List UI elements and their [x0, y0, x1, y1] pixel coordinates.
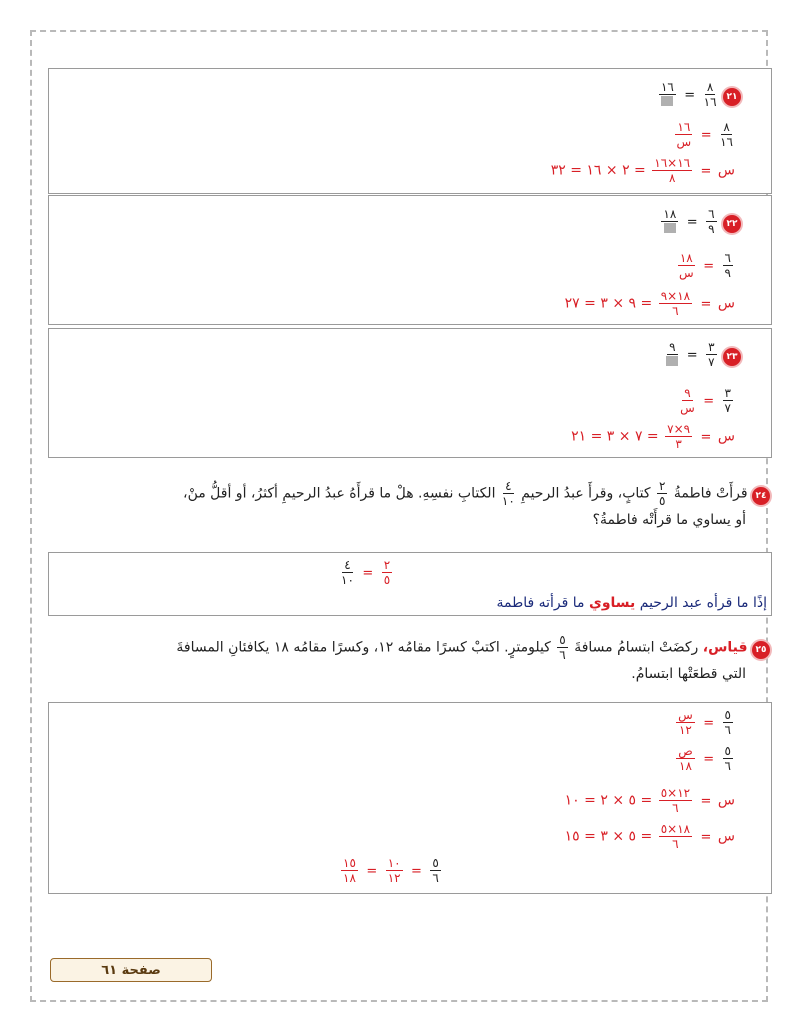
- fraction-numerator: ١٨: [679, 251, 693, 265]
- problem-number-badge: ٢٣: [723, 348, 741, 366]
- answer-box-22: [48, 195, 772, 325]
- fraction-denominator: ٦: [672, 304, 679, 318]
- fraction-denominator: ٥: [659, 494, 666, 508]
- blank-box: [666, 356, 678, 366]
- result-text: = ٥ × ٢ = ١٠: [564, 792, 653, 809]
- problem-25-step-1: $\frac{٥}{٦}$ = $\frac{\text{س}}{١٢}$: [678, 708, 731, 737]
- variable-x: س: [717, 162, 735, 179]
- fraction-numerator: ٣: [724, 386, 731, 400]
- fraction-denominator: س: [680, 401, 695, 415]
- fraction-denominator: ١٦: [720, 135, 733, 149]
- problem-21-question: ٢١ $\frac{٨}{١٦}$ = ١٦: [657, 81, 741, 108]
- answer-box-23: [48, 328, 772, 458]
- problem-22-question: ٢٢ $\frac{٦}{٩}$ = ١٨: [659, 208, 741, 235]
- fraction-denominator: ١٢: [678, 723, 692, 737]
- variable-x: س: [717, 828, 735, 845]
- problem-24-statement: [50, 480, 770, 533]
- fraction-denominator: ٦: [672, 837, 679, 851]
- page-number-tab: [50, 958, 212, 982]
- fraction-numerator: ١٥: [343, 856, 356, 870]
- fraction-denominator: ١٠: [501, 494, 515, 508]
- problem-23-question: ٢٣ $\frac{٣}{٧}$ = ٩: [664, 341, 741, 368]
- fraction-denominator: ٦: [559, 648, 566, 662]
- fraction-numerator: ٨: [723, 120, 730, 134]
- fraction-numerator: ٢: [383, 558, 391, 572]
- variable-x: س: [717, 428, 735, 445]
- fraction-denominator: ٧: [724, 401, 731, 415]
- fraction-denominator: س: [676, 135, 692, 149]
- statement-text: قرأَتْ فاطمةُ: [673, 485, 748, 502]
- result-text: = ٧ × ٣ = ٢١: [571, 428, 659, 445]
- fraction-numerator: ٩: [684, 386, 691, 400]
- measurement-label: قياس،: [702, 639, 748, 656]
- problem-25-statement: [50, 634, 770, 687]
- fraction-numerator: ص: [678, 744, 693, 758]
- fraction-denominator: ٦: [724, 759, 731, 773]
- problem-25-step-2: $\frac{٥}{٦}$ = $\frac{\text{ص}}{١٨}$: [678, 744, 731, 773]
- problem-25-step-4: س = $\frac{١٨\times ٥}{٦}$ = ٥ × ٣ = ١٥: [564, 822, 735, 851]
- fraction-denominator: ٦: [432, 871, 439, 885]
- fraction-denominator: ١٨: [679, 759, 692, 773]
- problem-24-conclusion: [496, 595, 767, 611]
- fraction-numerator: ٩: [669, 340, 676, 354]
- fraction-denominator: ١٢: [387, 871, 401, 885]
- fraction-denominator: ٨: [668, 171, 676, 185]
- fraction-denominator: س: [678, 266, 694, 280]
- fraction-numerator: ٨: [706, 80, 714, 94]
- fraction-denominator: ٧: [708, 355, 715, 369]
- variable-x: س: [717, 792, 735, 809]
- statement-text: أو يساوي ما قرأَتْه فاطمةُ؟: [592, 512, 746, 528]
- fraction-numerator: ٤: [344, 558, 351, 572]
- fraction-denominator: ١٨: [343, 871, 356, 885]
- fraction-numerator: ٥: [724, 744, 731, 758]
- statement-text: كيلومترٍ. اكتبْ كسرًا مقامُه ١٢، وكسرًا مقامُه ١٨ يكافئانِ المسافةَ: [176, 639, 551, 656]
- answer-box-24: [48, 552, 772, 616]
- problem-22-step-2: س = $\frac{١٨\times ٩}{٦}$ = ٩ × ٣ = ٢٧: [564, 289, 735, 318]
- problem-number-badge: ٢٤: [752, 487, 770, 505]
- fraction-denominator: ٩: [708, 222, 715, 236]
- variable-x: س: [717, 295, 735, 312]
- problem-number-badge: ٢٥: [752, 641, 770, 659]
- conclusion-text: إذًا ما قرأه عبد الرحيم: [639, 595, 767, 611]
- fraction-numerator: ١٢×٥: [660, 786, 691, 800]
- fraction-denominator: ٥: [383, 573, 391, 587]
- statement-text: التي قطعَتْها ابتسامُ.: [631, 666, 746, 682]
- problem-23-step-1: $\frac{٣}{٧}$ = $\frac{٩}{\text{س}}$: [680, 386, 731, 415]
- fraction-numerator: ٣: [708, 340, 715, 354]
- problem-24-equation: $\frac{٢}{٥}$ = $\frac{٤}{١٠}$: [341, 558, 391, 587]
- statement-text: ركضَتْ ابتسامُ مسافةَ: [574, 639, 699, 656]
- fraction-numerator: ١٨×٩: [660, 289, 691, 303]
- fraction-numerator: ٥: [724, 708, 731, 722]
- fraction-denominator: ١٠: [341, 573, 354, 587]
- fraction-numerator: ١٠: [387, 856, 401, 870]
- fraction-numerator: ٦: [724, 251, 731, 265]
- result-text: = ٩ × ٣ = ٢٧: [564, 295, 653, 312]
- fraction-numerator: ٥: [432, 856, 439, 870]
- fraction-numerator: ٢: [659, 479, 666, 493]
- fraction-denominator: ١٦: [703, 95, 717, 109]
- statement-text: كتابٍ، وقرأَ عبدُ الرحيمِ: [521, 485, 651, 502]
- fraction-denominator: ٦: [724, 723, 731, 737]
- fraction-numerator: ٥: [559, 633, 566, 647]
- problem-number-badge: ٢٢: [723, 215, 741, 233]
- problem-25-step-3: س = $\frac{١٢\times ٥}{٦}$ = ٥ × ٢ = ١٠: [564, 786, 735, 815]
- answer-box-21: [48, 68, 772, 194]
- fraction-denominator: ٣: [675, 437, 682, 451]
- result-text: = ٢ × ١٦ = ٣٢: [550, 162, 646, 179]
- problem-22-step-1: $\frac{٦}{٩}$ = $\frac{١٨}{\text{س}}$: [678, 251, 731, 280]
- fraction-numerator: ١٦×١٦: [654, 156, 691, 170]
- blank-box: [661, 96, 673, 106]
- result-text: = ٥ × ٣ = ١٥: [564, 828, 653, 845]
- fraction-denominator: ٩: [724, 266, 731, 280]
- answer-box-25: [48, 702, 772, 894]
- fraction-numerator: س: [678, 708, 693, 722]
- problem-21-step-2: س = $\frac{١٦\times ١٦}{٨}$ = ٢ × ١٦ = ٣٢: [550, 156, 735, 185]
- problem-25-final: $\frac{٥}{٦}$ = $\frac{١٠}{١٢}$ = $\frac{١٥}{١٨}$: [343, 856, 439, 885]
- fraction-numerator: ٤: [505, 479, 512, 493]
- statement-text: الكتابِ نفسِهِ. هلْ ما قرأَهُ عبدُ الرحيمِ أكثرُ، أو أقلُّ منْ،: [183, 485, 496, 502]
- page-number-label: صفحة ٦١: [101, 962, 161, 978]
- fraction-denominator: ٦: [672, 801, 679, 815]
- fraction-numerator: ١٦: [660, 80, 674, 94]
- problem-23-step-2: س = $\frac{٩\times ٧}{٣}$ = ٧ × ٣ = ٢١: [571, 422, 735, 451]
- blank-box: [664, 223, 676, 233]
- problem-21-step-1: $\frac{٨}{١٦}$ = $\frac{١٦}{\text{س}}$: [676, 120, 733, 149]
- fraction-numerator: ١٦: [677, 120, 691, 134]
- problem-number-badge: ٢١: [723, 88, 741, 106]
- fraction-numerator: ٩×٧: [667, 422, 691, 436]
- conclusion-highlight: يساوي: [589, 595, 636, 611]
- fraction-numerator: ١٨×٥: [660, 822, 691, 836]
- fraction-numerator: ٦: [708, 207, 715, 221]
- fraction-numerator: ١٨: [663, 207, 677, 221]
- conclusion-text: ما قرأته فاطمة: [496, 595, 585, 611]
